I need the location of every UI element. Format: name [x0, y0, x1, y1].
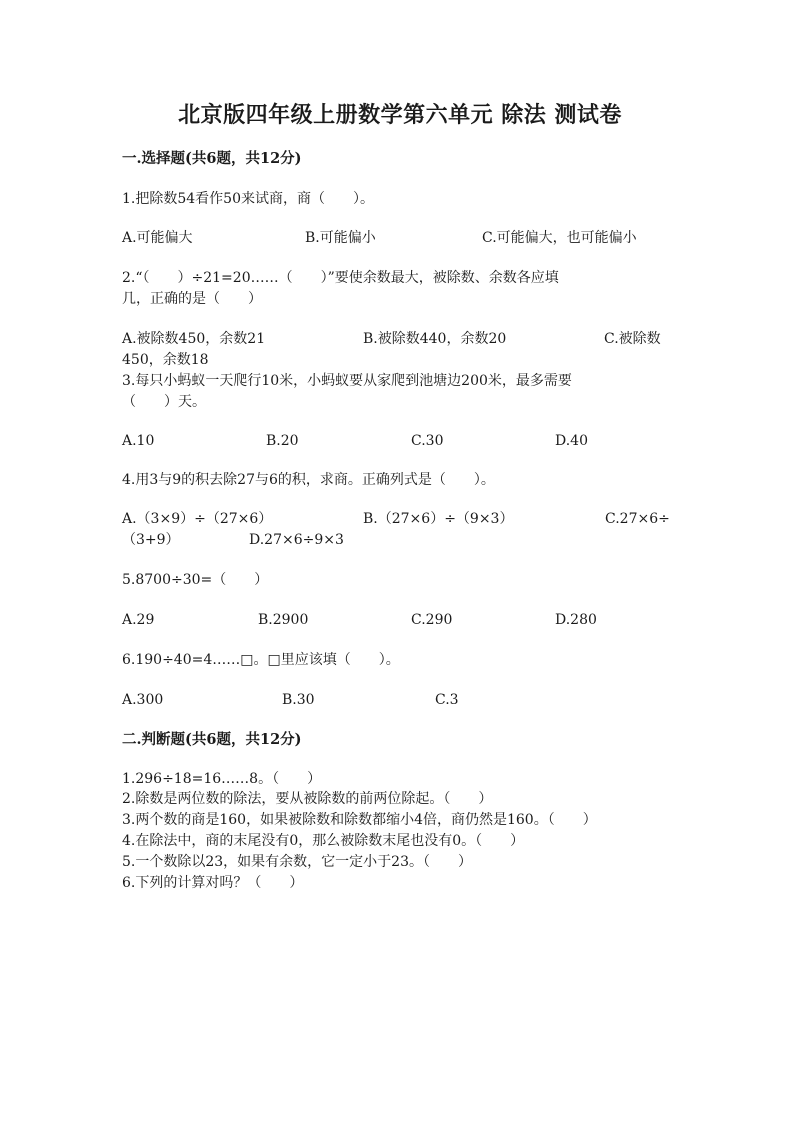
- judgement-item-4: 4.在除法中，商的末尾没有0，那么被除数末尾也没有0。（ ）: [122, 833, 525, 849]
- question-2-line-1: 2.“（ ）÷21=20……（ ）”要使余数最大，被除数、余数各应填: [122, 270, 559, 286]
- q2-option-c: C.被除数: [604, 331, 661, 347]
- question-6: 6.190÷40=4……□。□里应该填（ ）。: [122, 652, 400, 668]
- q2-option-a: A.被除数450，余数21: [122, 331, 266, 347]
- question-2-line-2: 几，正确的是（ ）: [122, 291, 262, 307]
- q3-option-a: A.10: [122, 433, 155, 449]
- q1-option-b: B.可能偏小: [305, 230, 376, 246]
- q6-option-a: A.300: [122, 692, 164, 708]
- q4-option-b: B.（27×6）÷（9×3）: [363, 511, 514, 527]
- page-title: 北京版四年级上册数学第六单元 除法 测试卷: [178, 102, 622, 128]
- q4-option-c-continued: （3+9）: [122, 532, 180, 548]
- q4-option-a: A.（3×9）÷（27×6）: [122, 511, 273, 527]
- q3-option-b: B.20: [266, 433, 299, 449]
- q5-option-d: D.280: [555, 612, 597, 628]
- judgement-item-2: 2.除数是两位数的除法，要从被除数的前两位除起。（ ）: [122, 791, 493, 807]
- q5-option-b: B.2900: [258, 612, 309, 628]
- q5-option-c: C.290: [411, 612, 453, 628]
- judgement-item-6: 6.下列的计算对吗？（ ）: [122, 875, 304, 891]
- q1-option-c: C.可能偏大，也可能偏小: [482, 230, 637, 246]
- section-heading-judgement: 二.判断题(共6题，共12分): [122, 731, 302, 748]
- q2-option-b: B.被除数440，余数20: [363, 331, 507, 347]
- q2-option-c-continued: 450，余数18: [122, 352, 209, 368]
- judgement-item-3: 3.两个数的商是160，如果被除数和除数都缩小4倍，商仍然是160。（ ）: [122, 812, 597, 828]
- q6-option-c: C.3: [435, 692, 459, 708]
- judgement-item-1: 1.296÷18=16……8。（ ）: [122, 771, 322, 787]
- q4-option-c: C.27×6÷: [605, 511, 670, 527]
- q6-option-b: B.30: [282, 692, 315, 708]
- question-5: 5.8700÷30=（ ）: [122, 572, 269, 588]
- question-4: 4.用3与9的积去除27与6的积，求商。正确列式是（ ）。: [122, 472, 495, 488]
- question-3-line-1: 3.每只小蚂蚁一天爬行10米，小蚂蚁要从家爬到池塘边200米，最多需要: [122, 373, 572, 389]
- q5-option-a: A.29: [122, 612, 155, 628]
- section-heading-choice: 一.选择题(共6题，共12分): [122, 150, 302, 167]
- question-3-line-2: （ ）天。: [122, 394, 206, 410]
- q3-option-c: C.30: [411, 433, 444, 449]
- q1-option-a: A.可能偏大: [122, 230, 193, 246]
- q4-option-d: D.27×6÷9×3: [249, 532, 344, 548]
- question-1: 1.把除数54看作50来试商，商（ ）。: [122, 191, 374, 207]
- q3-option-d: D.40: [555, 433, 588, 449]
- judgement-item-5: 5.一个数除以23，如果有余数，它一定小于23。（ ）: [122, 854, 472, 870]
